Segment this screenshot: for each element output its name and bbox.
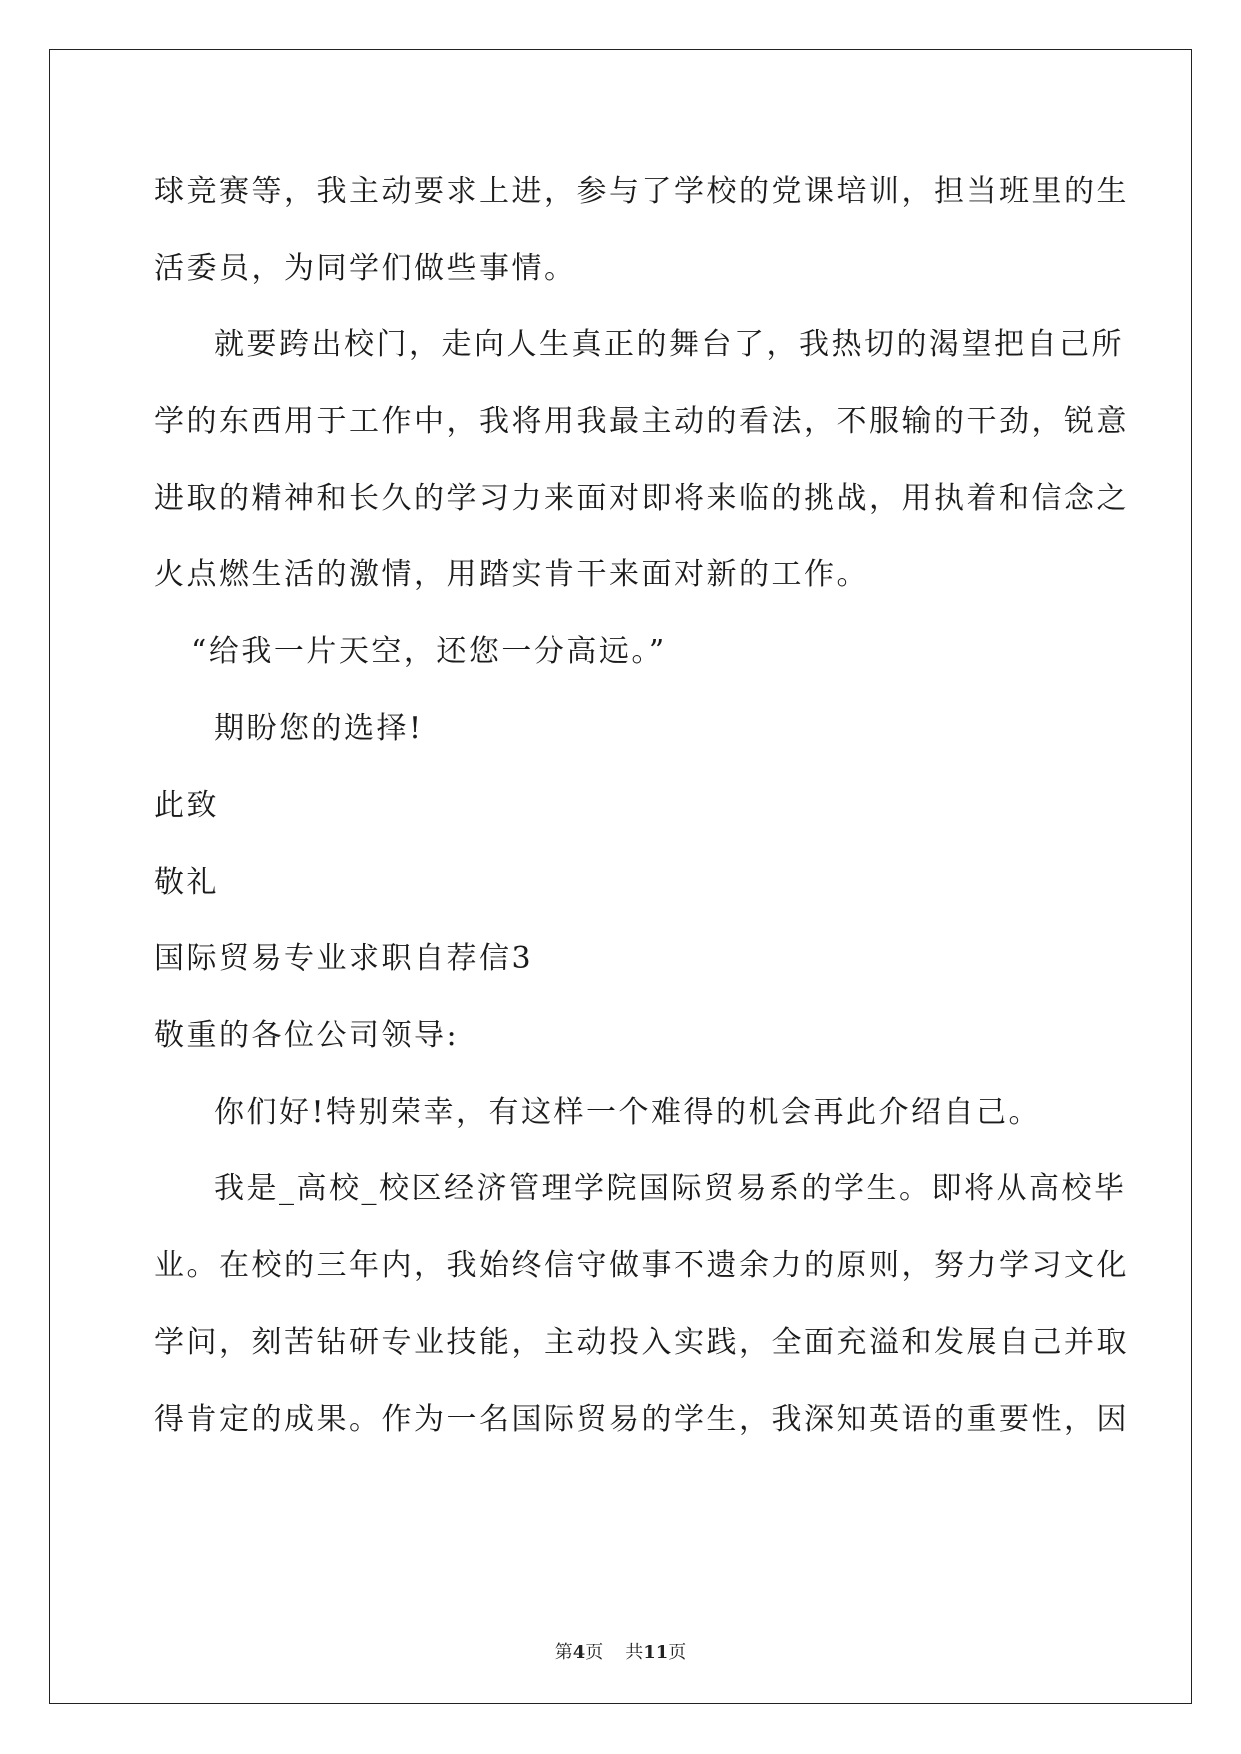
salutation-regards: 敬礼 <box>154 865 219 900</box>
text-line: 活委员，为同学们做些事情。 <box>154 251 577 286</box>
total-suffix: 页 <box>668 1642 687 1663</box>
page-prefix: 第 <box>554 1642 573 1663</box>
text-line: 进取的精神和长久的学习力来面对即将来临的挑战，用执着和信念之 <box>154 481 1129 516</box>
page-footer <box>0 1641 1241 1665</box>
text-line: 火点燃生活的激情，用踏实肯干来面对新的工作。 <box>154 557 869 592</box>
text-line: 球竞赛等，我主动要求上进，参与了学校的党课培训，担当班里的生 <box>154 174 1129 209</box>
paragraph-first-line: 就要跨出校门，走向人生真正的舞台了，我热切的渴望把自己所 <box>214 327 1124 362</box>
salutation-close: 此致 <box>154 788 219 823</box>
text-line: 学问，刻苦钻研专业技能，主动投入实践，全面充溢和发展自己并取 <box>154 1325 1129 1360</box>
total-pages: 11 <box>643 1642 669 1663</box>
text-line: 业。在校的三年内，我始终信守做事不遗余力的原则，努力学习文化 <box>154 1248 1129 1283</box>
closing-line: 期盼您的选择! <box>214 711 424 746</box>
paragraph-first-line: 你们好!特别荣幸，有这样一个难得的机会再此介绍自己。 <box>214 1095 1042 1130</box>
quote-line: “给我一片天空，还您一分高远。” <box>191 634 667 669</box>
total-prefix: 共 <box>625 1642 644 1663</box>
paragraph-first-line: 我是_高校_校区经济管理学院国际贸易系的学生。即将从高校毕 <box>214 1171 1127 1206</box>
text-line: 学的东西用于工作中，我将用我最主动的看法，不服输的干劲，锐意 <box>154 404 1129 439</box>
page-number: 4 <box>572 1642 586 1663</box>
greeting-line: 敬重的各位公司领导: <box>154 1018 460 1053</box>
text-line: 得肯定的成果。作为一名国际贸易的学生，我深知英语的重要性，因 <box>154 1402 1129 1437</box>
section-title: 国际贸易专业求职自荐信3 <box>154 941 534 976</box>
page-suffix: 页 <box>585 1642 604 1663</box>
